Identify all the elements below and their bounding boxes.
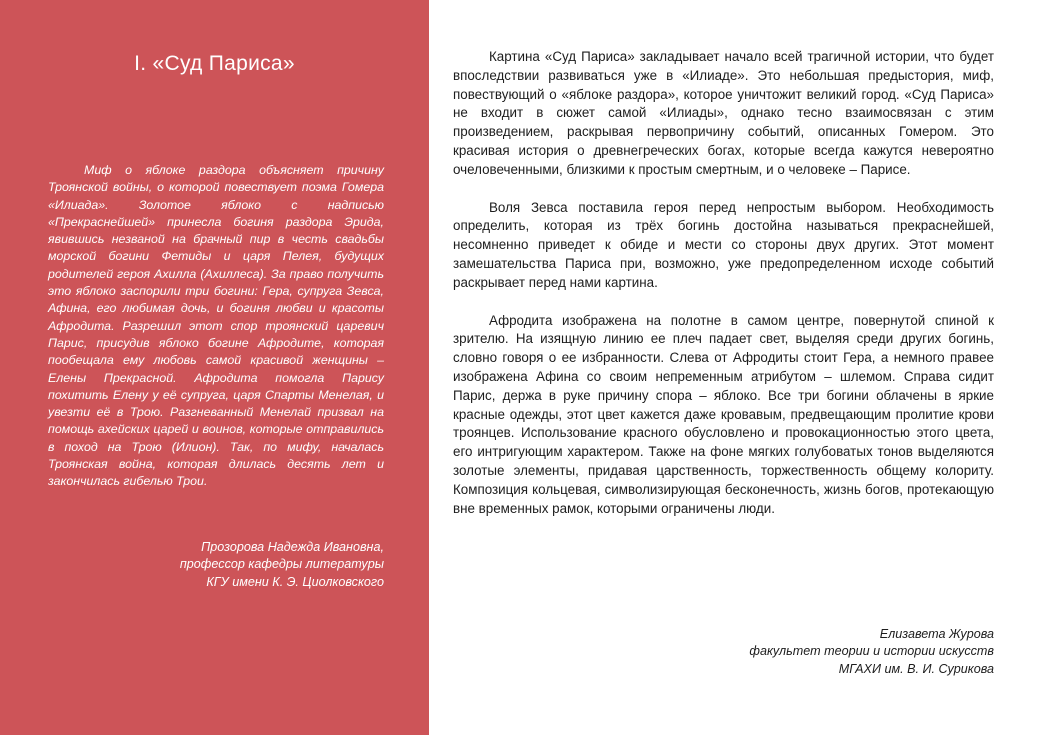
body-paragraph-3: Афродита изображена на полотне в самом центре, повернутой спиной к зрителю. На изящную линию ее плеч падает свет, выделяя среди других богинь, словно говоря о ее избранности. Слева от Афродиты стоит Гера, а немного правее изображена Афина со своим непременным атрибутом – шлемом. Справа сидит Парис, держа в руке причину спора – яблоко. Все три богини облачены в яркие красные одежды, этот цвет кажется даже кровавым, предвещающим пролитие крови троянцев. Использование красного обусловлено и провокационностью этого цвета, его интригующим характером. Также на фоне мягких голубоватых тонов выделяются золотые элементы, придавая царственность, торжественность общему колориту. Композиция кольцевая, символизирующая бесконечность, жизнь богов, протекающую вне временных рамок, которыми ограничены люди.	[453, 312, 994, 516]
intro-paragraph: Миф о яблоке раздора объясняет причину Троянской войны, о которой повествует поэма Гомера «Илиада». Золотое яблоко с надписью «Прекраснейшей» принесла богиня раздора Эрида, явившись незваной на брачный пир в честь свадьбы морской богини Фетиды и царя Пелея, будущих родителей героя Ахилла (Ахиллеса). За право получить это яблоко заспорили три богини: Гера, супруга Зевса, Афина, его любимая дочь, и богиня любви и красоты Афродита. Разрешил этот спор троянский царевич Парис, присудив яблоко богине Афродите, которая пообещала ему любовь самой красивой женщины – Елены Прекрасной. Афродита помогла Парису похитить Елену у её супруга, царя Спарты Менелая, и увезти её в Трою. Разгневанный Менелай призвал на помощь ахейских царей и воинов, которые отправились в поход на Трою (Илион). Так, по мифу, началась Троянская война, которая длилась десять лет и закончилась гибелью Трои.	[48, 163, 384, 489]
body-paragraph-1: Картина «Суд Париса» закладывает начало всей трагичной истории, что будет впоследствии развиваться уже в «Илиаде». Это небольшая предыстория, миф, повествующий о «яблоке раздора», которое уничтожит великий город. «Суд Париса» не входит в сюжет самой «Илиады», однако тесно взаимосвязан с этим произведением, раскрывая первопричину событий, описанных Гомером. Это красивая история о древнегреческих богах, которые всегда кажутся невероятно очеловеченными, близкими к простым смертным, и о человеке – Парисе.	[453, 49, 994, 177]
left-author-name: Прозорова Надежда Ивановна,	[201, 540, 384, 554]
right-author-name: Елизавета Журова	[879, 627, 994, 641]
left-author-position: профессор кафедры литературы	[179, 557, 384, 572]
left-panel	[0, 0, 429, 735]
chapter-title: I. «Суд Париса»	[134, 52, 295, 75]
right-author-position: факультет теории и истории искусств	[749, 644, 994, 659]
left-author-signature	[120, 539, 384, 591]
body-paragraph-2: Воля Зевса поставила героя перед непростым выбором. Необходимость определить, которая из трёх богинь достойна называться прекраснейшей, несомненно приведет к обиде и мести со стороны двух других. Этот момент замешательства Париса при, возможно, уже предопределенном исходе событий раскрывает перед нами картина.	[453, 199, 994, 290]
right-panel	[453, 48, 994, 537]
right-author-signature	[640, 626, 994, 678]
right-author-organization: МГАХИ им. В. И. Сурикова	[838, 661, 994, 676]
left-author-organization: КГУ имени К. Э. Циолковского	[206, 574, 384, 589]
